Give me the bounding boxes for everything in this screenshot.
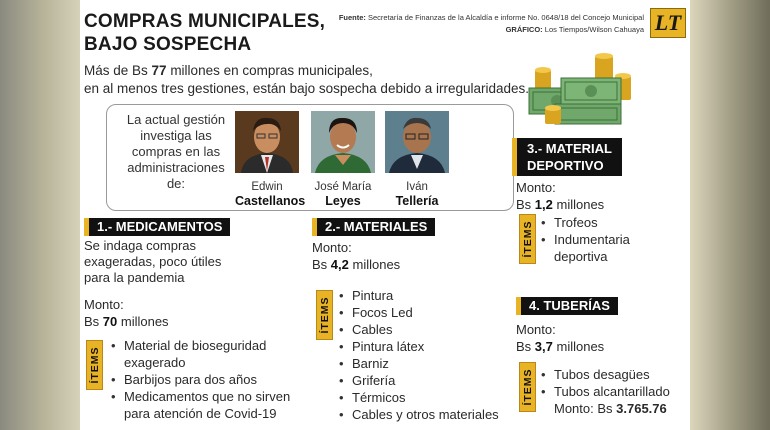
los-tiempos-logo: LT — [650, 8, 686, 38]
list-item: exagerado — [124, 355, 186, 370]
medicamentos-amount — [84, 314, 169, 330]
list-item: • Barbijos para dos años — [110, 371, 290, 388]
graphic-text: Los Tiempos/Wilson Cahuaya — [544, 25, 644, 34]
list-item: • Cables — [338, 321, 499, 338]
list-item: • Tubos alcantarillado — [540, 383, 670, 400]
medicamentos-items — [110, 337, 290, 422]
list-item: • Material de bioseguridad — [110, 337, 290, 354]
desc-line: exageradas, poco útiles — [84, 254, 222, 269]
amount-prefix: Bs — [516, 339, 535, 354]
items-tag-label: ÍTEMS — [88, 346, 101, 384]
section-title-medicamentos: 1.- MEDICAMENTOS — [84, 218, 230, 236]
official-last-name: Leyes — [325, 194, 361, 208]
title-line-2: BAJO SOSPECHA — [84, 34, 252, 55]
medicamentos-desc — [84, 238, 221, 286]
amount-suffix: millones — [117, 314, 169, 329]
list-item: • Indumentaria — [540, 231, 630, 248]
materiales-items — [338, 287, 499, 423]
items-tag-deportivo — [519, 214, 536, 264]
medicamentos-monto-label: Monto: — [84, 297, 124, 312]
official-last-name: Castellanos — [235, 194, 306, 208]
items-tag-label: ÍTEMS — [521, 220, 534, 258]
list-item: • Grifería — [338, 372, 499, 389]
section-title-deportivo — [512, 138, 622, 176]
list-item: • Trofeos — [540, 214, 630, 231]
money-stacks-icon — [525, 48, 635, 128]
official-first-name: Iván — [406, 181, 428, 193]
list-item: • Tubos desagües — [540, 366, 670, 383]
desc-line: para la pandemia — [84, 270, 185, 285]
list-item: • Térmicos — [338, 389, 499, 406]
portrait-photo — [235, 111, 299, 173]
materiales-amount — [312, 257, 400, 273]
items-tag-medicamentos — [86, 340, 103, 390]
amount-prefix: Bs — [516, 197, 535, 212]
amount-suffix: millones — [348, 257, 401, 272]
infographic — [80, 0, 690, 430]
tuberias-sub-monto — [540, 400, 670, 417]
amount-value: 3,7 — [534, 339, 553, 354]
items-tag-label: ÍTEMS — [318, 296, 331, 334]
official-last-name: Tellería — [395, 194, 439, 208]
deportivo-title-line-1: 3.- MATERIAL — [527, 141, 612, 156]
list-item: • Pintura látex — [338, 338, 499, 355]
background-right — [690, 0, 770, 430]
intro-line1-pre: Más de Bs — [84, 63, 152, 78]
portrait-photo — [311, 111, 375, 173]
items-tag-tuberias — [519, 362, 536, 412]
desc-line: Se indaga compras — [84, 238, 197, 253]
list-item: • Pintura — [338, 287, 499, 304]
sub-monto-label: Monto: Bs — [554, 401, 617, 416]
intro-amount: 77 — [151, 63, 167, 78]
source-text: Secretaría de Finanzas de la Alcaldía e informe No. 0648/18 del Concejo Municipal — [368, 13, 644, 22]
list-item: • Focos Led — [338, 304, 499, 321]
page-title — [84, 10, 325, 56]
items-tag-label: ÍTEMS — [521, 368, 534, 406]
official-jose-maria-leyes — [311, 111, 375, 209]
officials-text: La actual gestión investiga las compras en las administraciones de: — [126, 112, 226, 191]
official-first-name: Edwin — [251, 181, 283, 193]
amount-value: 4,2 — [330, 257, 349, 272]
background-left — [0, 0, 80, 430]
deportivo-title-line-2: DEPORTIVO — [527, 158, 604, 173]
official-edwin-castellanos — [235, 111, 306, 209]
section-title-tuberias: 4. TUBERÍAS — [516, 297, 618, 315]
intro-text — [84, 62, 529, 98]
list-item: • Medicamentos que no sirven — [110, 388, 290, 405]
list-item: • Cables y otros materiales — [338, 406, 499, 423]
list-item: para atención de Covid-19 — [124, 406, 277, 421]
list-item: • Barniz — [338, 355, 499, 372]
section-title-materiales: 2.- MATERIALES — [312, 218, 435, 236]
credits — [339, 12, 644, 36]
portrait-photo — [385, 111, 449, 173]
tuberias-items — [540, 366, 670, 417]
amount-suffix: millones — [552, 197, 605, 212]
deportivo-amount — [516, 197, 604, 213]
title-line-1: COMPRAS MUNICIPALES, — [84, 11, 326, 32]
materiales-monto-label: Monto: — [312, 240, 352, 255]
officials-box — [106, 104, 514, 211]
official-first-name: José María — [314, 181, 372, 193]
sub-monto-value: 3.765.76 — [616, 401, 667, 416]
deportivo-monto-label: Monto: — [516, 180, 556, 195]
amount-prefix: Bs — [84, 314, 103, 329]
items-tag-materiales — [316, 290, 333, 340]
intro-line-2: en al menos tres gestiones, están bajo sospecha debido a irregularidades. — [84, 81, 530, 96]
amount-suffix: millones — [552, 339, 605, 354]
graphic-label: GRÁFICO: — [505, 25, 543, 34]
amount-value: 1,2 — [534, 197, 553, 212]
official-ivan-telleria — [385, 111, 449, 209]
tuberias-amount — [516, 339, 604, 355]
tuberias-monto-label: Monto: — [516, 322, 556, 337]
amount-prefix: Bs — [312, 257, 331, 272]
intro-line1-post: millones en compras municipales, — [166, 63, 373, 78]
source-label: Fuente: — [338, 13, 366, 22]
list-item: deportiva — [554, 249, 608, 264]
amount-value: 70 — [102, 314, 118, 329]
deportivo-items — [540, 214, 630, 265]
